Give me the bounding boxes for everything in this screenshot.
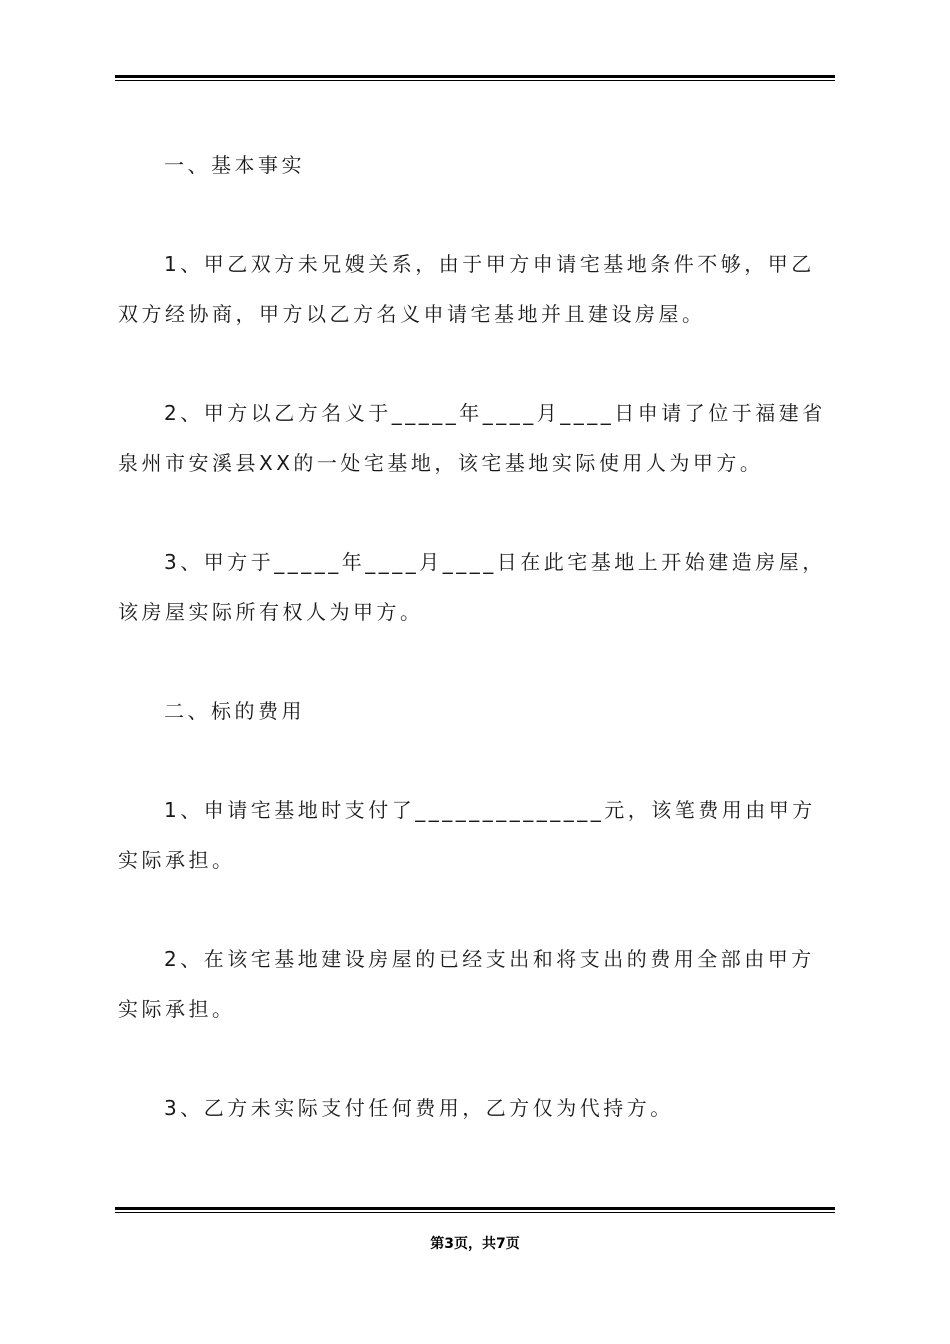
paragraph-fee-3: 3、乙方未实际支付任何费用，乙方仅为代持方。 [164,1096,674,1120]
paragraph-fee-1: 1、申请宅基地时支付了______________元，该笔费用由甲方实际承担。 [118,798,816,872]
paragraph-fact-1: 1、甲乙双方未兄嫂关系，由于甲方申请宅基地条件不够，甲乙双方经协商，甲方以乙方名义申请宅基地并且建设房屋。 [118,252,815,326]
page-number: 第3页，共7页 [430,1236,520,1252]
section-heading-basic-facts: 一、基本事实 [164,153,305,177]
footer-rule [115,1207,835,1213]
paragraph-fact-2: 2、甲方以乙方名义于_____年____月____日申请了位于福建省泉州市安溪县XX的一处宅基地，该宅基地实际使用人为甲方。 [118,401,826,475]
paragraph-fee-2: 2、在该宅基地建设房屋的已经支出和将支出的费用全部由甲方实际承担。 [118,947,815,1021]
header-rule [115,75,835,81]
document-body [118,140,834,1133]
section-heading-fees: 二、标的费用 [164,699,305,723]
paragraph-fact-3: 3、甲方于_____年____月____日在此宅基地上开始建造房屋，该房屋实际所有权人为甲方。 [118,550,826,624]
